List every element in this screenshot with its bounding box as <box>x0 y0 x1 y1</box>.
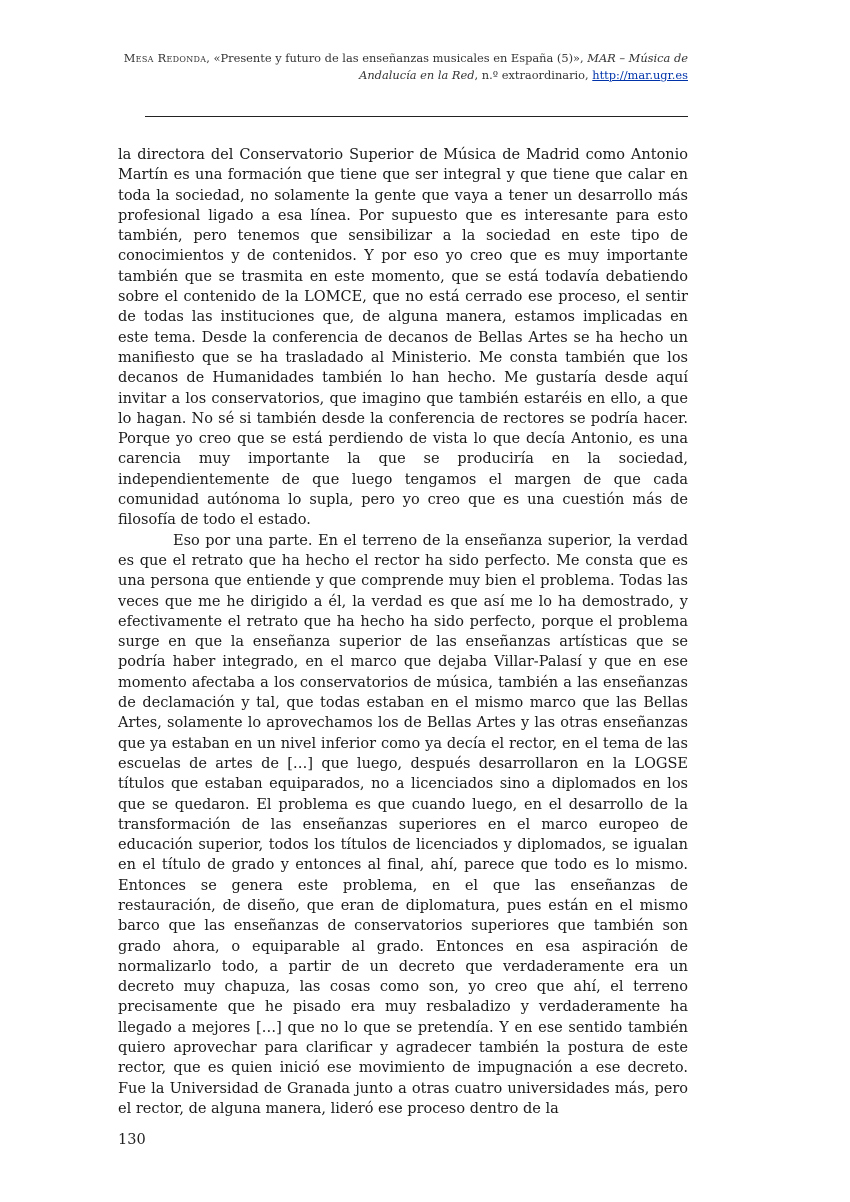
header-issue: , n.º extraordinario, <box>474 68 593 82</box>
header-article-title: , «Presente y futuro de las enseñanzas musicales en España (5)», <box>206 51 588 65</box>
paragraph-2: Eso por una parte. En el terreno de la enseñanza superior, la verdad es que el retrato que ha hecho el rector ha sido perfecto. Me consta que es una persona que entiende y que comprende muy bien el problema. Todas las veces que me he dirigido a él, la verdad es que así me lo ha demostrado, y efectivamente el retrato que ha hecho ha sido perfecto, porque el problema surge en que la enseñanza superior de las enseñanzas artísticas que se podría haber integrado, en el marco que dejaba Villar-Palasí y que en ese momento afectaba a los conservatorios de música, también a las enseñanzas de declamación y tal, que todas estaban en el mismo marco que las Bellas Artes, solamente lo aprovechamos los de Bellas Artes y las otras enseñanzas que ya estaban en un nivel inferior como ya decía el rector, en el tema de las escuelas de artes de […] que luego, después desarrollaron en la LOGSE títulos que estaban equiparados, no a licenciados sino a diplomados en los que se quedaron. El problema es que cuando luego, en el desarrollo de la transformación de las enseñanzas superiores en el marco europeo de educación superior, todos los títulos de licenciados y diplomados, se igualan en el título de grado y entonces al final, ahí, parece que todo es lo mismo. Entonces se genera este problema, en el que las enseñanzas de restauración, de diseño, que eran de diplomatura, pues están en el mismo barco que las enseñanzas de conservatorios superiores que también son grado ahora, o equiparable al grado. Entonces en esa aspiración de normalizarlo todo, a partir de un decreto que verdaderamente era un decreto muy chapuza, las cosas como son, yo creo que ahí, el terreno precisamente que he pisado era muy resbaladizo y verdaderamente ha llegado a mejores […] que no lo que se pretendía. Y en ese sentido también quiero aprovechar para clarificar y agradecer también la postura de este rector, que es quien inició ese movimiento de impugnación a ese decreto. Fue la Universidad de Granada junto a otras cuatro universidades más, pero el rector, de alguna manera, lideró ese proceso dentro de la <box>118 532 688 1117</box>
header-author: Mesa Redonda <box>123 51 207 65</box>
paragraph-1: la directora del Conservatorio Superior de Música de Madrid como Antonio Martín es una formación que tiene que ser integral y que tiene que calar en toda la sociedad, no solamente la gente que vaya a tener un desarrollo más profesional ligado a esa línea. Por supuesto que es interesante para esto también, pero tenemos que sensibilizar a la sociedad en este tipo de conocimientos y de contenidos. Y por eso yo creo que es muy importante también que se trasmita en este momento, que se está todavía debatiendo sobre el contenido de la LOMCE, que no está cerrado ese proceso, el sentir de todas las instituciones que, de alguna manera, estamos implicadas en este tema. Desde la conferencia de decanos de Bellas Artes se ha hecho un manifiesto que se ha trasladado al Ministerio. Me consta también que los decanos de Humanidades también lo han hecho. Me gustaría desde aquí invitar a los conservatorios, que imagino que también estaréis en ello, a que lo hagan. No sé si también desde la conferencia de rectores se podría hacer. Porque yo creo que se está perdiendo de vista lo que decía Antonio, es una carencia muy importante la que se produciría en la sociedad, independientemente de que luego tengamos el margen de que cada comunidad autónoma lo supla, pero yo creo que es una cuestión más de filosofía de todo el estado. <box>118 147 688 529</box>
body-text <box>118 145 688 1119</box>
running-header <box>118 50 688 84</box>
page-number: 130 <box>118 1132 146 1148</box>
header-url-link[interactable]: http://mar.ugr.es <box>592 68 688 82</box>
header-divider <box>145 116 688 117</box>
header-journal-title: MAR – Música de Andalucía en la Red <box>359 51 688 82</box>
